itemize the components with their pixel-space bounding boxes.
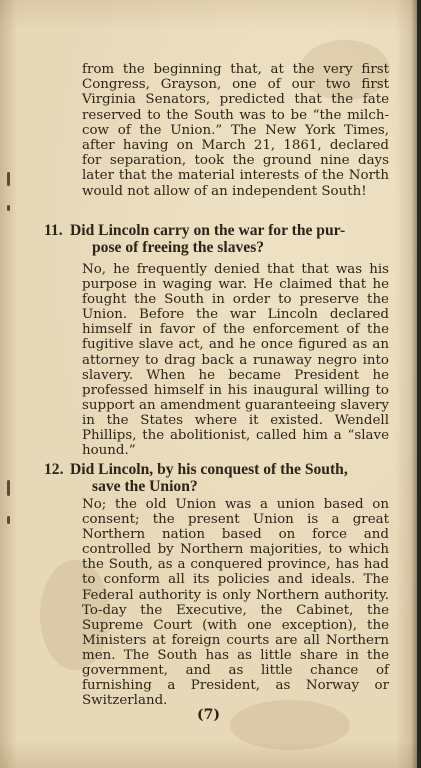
binding-staple-mark (7, 480, 10, 496)
question-text-line2: save the Union? (92, 478, 198, 496)
binding-staple-mark (7, 516, 10, 524)
page-edge-shadow (411, 0, 417, 768)
intro-paragraph: from the beginning that, at the very first Congress, Grayson, one of our two first Virginia Senators, predicted that the fate reserved to the South was to be “the milch-cow of the Union.” The New York Times, after having on March 21, 1861, declared for separation, took the ground nine days later that the material interests of the North would not allow of an independent South! (82, 62, 389, 199)
question-number: 12. (44, 461, 64, 478)
question-text-line1: Did Lincoln carry on the war for the pur- (70, 222, 346, 239)
question-12-heading (44, 461, 389, 495)
binding-staple-mark (7, 205, 10, 211)
answer-12 (70, 497, 389, 708)
answer-11 (70, 262, 389, 458)
answer-text: No; the old Union was a union based on consent; the present Union is a great Northern nation based on force and controlled by Northern majorities, to which the South, as a conquered province, has had to conform all its policies and ideals. The Federal authority is only Northern authority. To-day the Executive, the Cabinet, the Supreme Court (with one exception), the Ministers at foreign courts are all Northern men. The South has as little share in the government, and as little chance of furnishing a President, as Norway or Switzerland. (82, 497, 389, 709)
question-11-heading (44, 222, 389, 256)
answer-text: No, he frequently denied that that was his purpose in waging war. He claimed that he fought the South in order to preserve the Union. Before the war Lincoln declared himself in favor of the enforcement of the fugitive slave act, and he once figured as an attorney to drag back a runaway negro into slavery. When he became President he professed himself in his inaugural willing to support an amendment guaranteeing slavery in the States where it existed. Wendell Phillips, the abolitionist, called him a “slave hound.” (82, 262, 389, 459)
page-number: (7) (197, 707, 220, 723)
question-text-line2: pose of freeing the slaves? (92, 239, 265, 257)
binding-staple-mark (7, 172, 10, 186)
question-text-line1: Did Lincoln, by his conquest of the South, (70, 461, 348, 478)
question-number: 11. (44, 222, 63, 239)
